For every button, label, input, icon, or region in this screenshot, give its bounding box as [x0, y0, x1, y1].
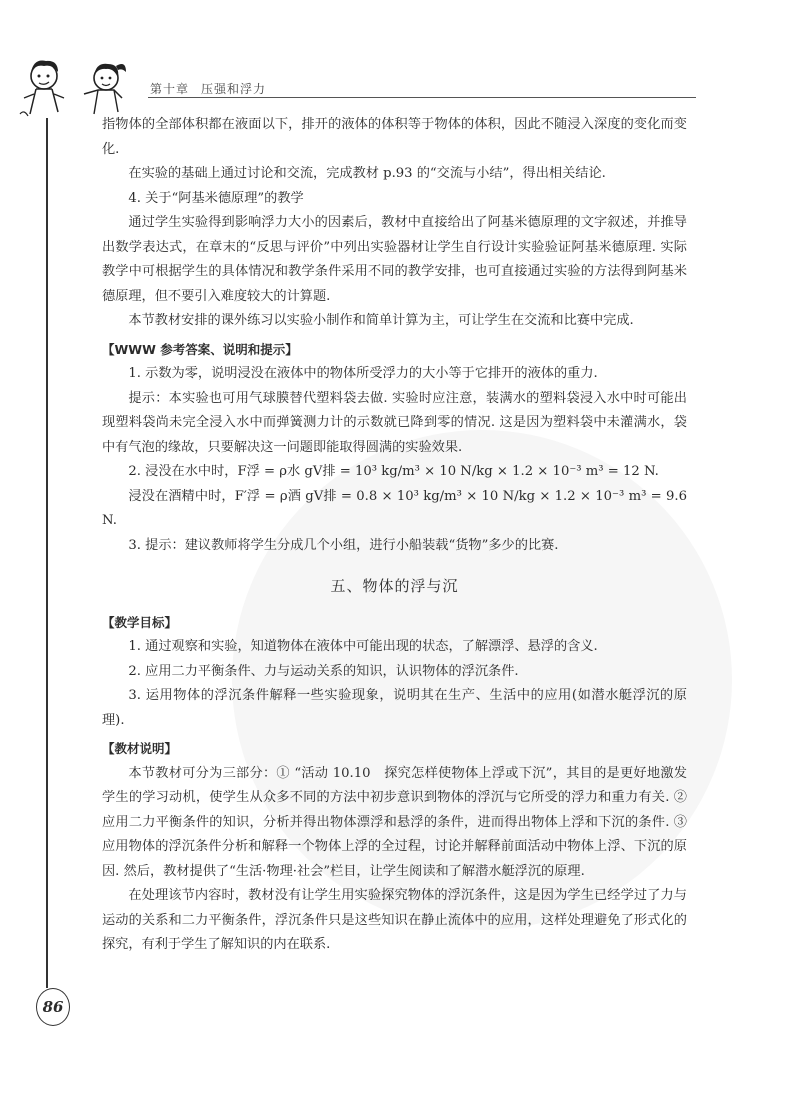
answer-hint: 提示：本实验也可用气球膜替代塑料袋去做. 实验时应注意，装满水的塑料袋浸入水中时可能出现塑料袋尚未完全浸入水中而弹簧测力计的示数就已降到零的情况. 这是因为塑料袋中未灌满水，袋中有气泡的缘故，只要解决这一问题即能取得圆满的实验效果.: [102, 390, 687, 455]
header-rule: [148, 97, 696, 98]
goal-item: 3. 运用物体的浮沉条件解释一些实验现象，说明其在生产、生活中的应用(如潜水艇浮沉的原理).: [102, 688, 687, 728]
paragraph: 在处理该节内容时，教材没有让学生用实验探究物体的浮沉条件，这是因为学生已经学过了力与运动的关系和二力平衡条件，浮沉条件只是这些知识在静止流体中的应用，这样处理避免了形式化的探究，有利于学生了解知识的内在联系.: [102, 888, 687, 952]
chapter-title: 压强和浮力: [201, 82, 267, 96]
page-number: 86: [36, 988, 70, 1026]
paragraph: 在实验的基础上通过讨论和交流，完成教材 p.93 的“交流与小结”，得出相关结论.: [128, 166, 606, 181]
section-title: 五、物体的浮与沉: [330, 577, 459, 595]
paragraph: 通过学生实验得到影响浮力大小的因素后，教材中直接给出了阿基米德原理的文字叙述，并推导出数学表达式，在章末的“反思与评价”中列出实验器材让学生自行设计实验验证阿基米德原理. 实际教学中可根据学生的具体情况和教学条件采用不同的教学安排，也可直接通过实验的方法得到阿基米德原理，但不要引入难度较大的计算题.: [102, 215, 687, 304]
paragraph: 本节教材可分为三部分：① “活动 10.10 探究怎样使物体上浮或下沉”，其目的是更好地激发学生的学习动机，使学生从众多不同的方法中初步意识到物体的浮沉与它所受的浮力和重力有关. ② 应用二力平衡条件的知识，分析并得出物体漂浮和悬浮的条件，进而得出物体上浮和下沉的条件. ③ 应用物体的浮沉条件分析和解释一个物体上浮的全过程，讨论并解释前面活动中物体上浮、下沉的原因. 然后，教材提供了“生活·物理·社会”栏目，让学生阅读和了解潜水艇浮沉的原理.: [102, 765, 687, 879]
subsection-heading: 4. 关于“阿基米德原理”的教学: [128, 190, 304, 206]
notes-heading: 【教材说明】: [102, 741, 178, 756]
answers-heading: 【WWW 参考答案、说明和提示】: [102, 341, 298, 357]
margin-rule: [46, 118, 48, 988]
running-header: [150, 80, 266, 97]
page-body: [102, 113, 687, 958]
paragraph: 指物体的全部体积都在液面以下，排开的液体的体积等于物体的体积，因此不随浸入深度的变化而变化.: [102, 117, 687, 157]
formula-water: 2. 浸没在水中时，F浮 = ρ水 gV排 = 10³ kg/m³ × 10 N/kg × 1.2 × 10⁻³ m³ = 12 N.: [128, 464, 659, 479]
answer-item: 3. 提示：建议教师将学生分成几个小组，进行小船装载“货物”多少的比赛.: [128, 537, 559, 553]
goals-heading: 【教学目标】: [102, 614, 178, 630]
goal-item: 1. 通过观察和实验，知道物体在液体中可能出现的状态，了解漂浮、悬浮的含义.: [128, 639, 598, 654]
paragraph: 本节教材安排的课外练习以实验小制作和简单计算为主，可让学生在交流和比赛中完成.: [128, 313, 634, 328]
goal-item: 2. 应用二力平衡条件、力与运动关系的知识，认识物体的浮沉条件.: [128, 663, 519, 679]
chapter-label: 第十章: [150, 82, 190, 96]
answer-item: 1. 示数为零，说明浸没在液体中的物体所受浮力的大小等于它排开的液体的重力.: [128, 366, 598, 381]
formula-alcohol: 浸没在酒精中时，F′浮 = ρ酒 gV排 = 0.8 × 10³ kg/m³ × 10 N/kg × 1.2 × 10⁻³ m³ = 9.6 N.: [102, 488, 687, 528]
